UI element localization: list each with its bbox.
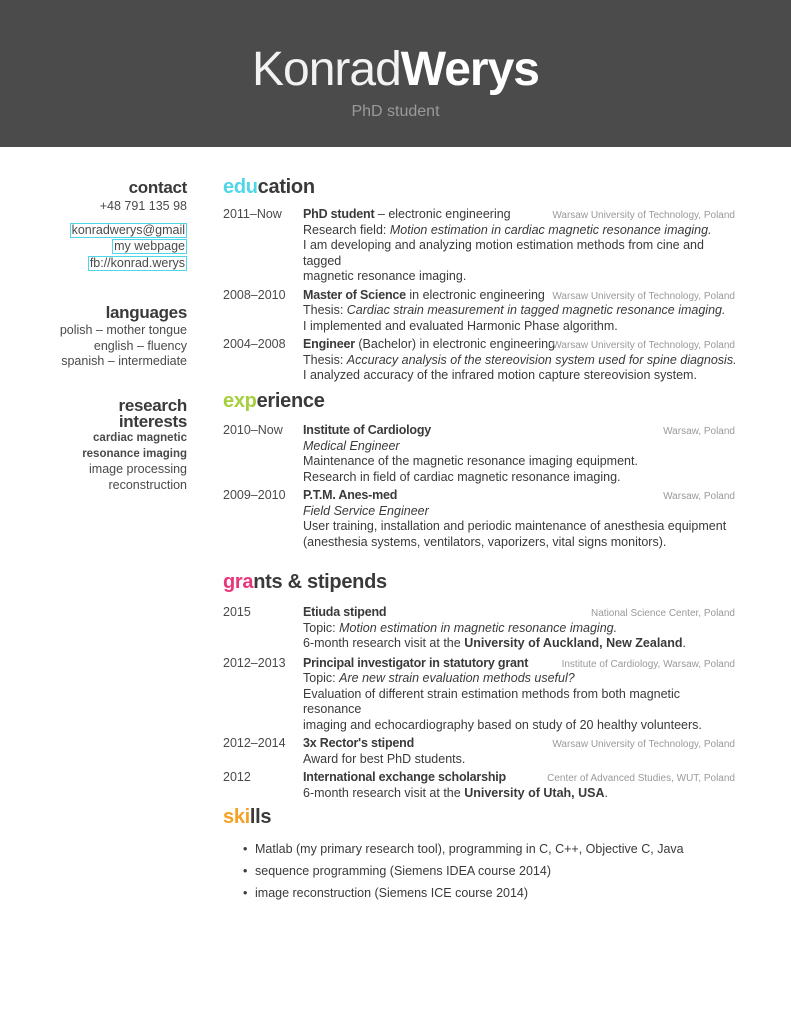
contact-heading: contact (128, 178, 187, 197)
skills-list (243, 838, 684, 904)
header-banner (0, 0, 791, 147)
list-item: • sequence programming (Siemens IDEA course 2014) (243, 864, 551, 878)
language-item: polish – mother tongue (59, 323, 187, 337)
job-subtitle: PhD student (351, 103, 440, 120)
experience-entry: 2010–Now Warsaw, Poland Institute of Cardiology Medical Engineer Maintenance of the magnetic resonance imaging equipment. Research in field of cardiac magnetic resonance imaging. (223, 423, 738, 485)
entry-title: Etiuda stipend (303, 605, 387, 619)
research-heading-line1: research (118, 396, 187, 415)
experience-section (223, 390, 738, 550)
education-entry: 2004–2008 Warsaw University of Technology, Poland Engineer (Bachelor) in electronic engineering Thesis: Accuracy analysis of the stereovision system used for spine diagnosis. I analyzed accuracy of the infrared motion capture stereovision system. (223, 337, 737, 382)
entry-date: 2004–2008 (223, 337, 286, 351)
entry-role: Medical Engineer (303, 438, 400, 453)
entry-date: 2010–Now (223, 423, 283, 437)
entry-location: Institute of Cardiology, Warsaw, Poland (561, 658, 735, 670)
list-item: • Matlab (my primary research tool), programming in C, C++, Objective C, Java (243, 842, 684, 856)
language-item: english – fluency (93, 338, 187, 353)
person-name (0, 42, 791, 98)
education-entry: 2011–Now Warsaw University of Technology, Poland PhD student – electronic engineering Research field: Motion estimation in cardiac magnetic resonance imaging. I am developing and analyzing motion estimation methods from cine and tagged magnetic resonance imaging. (223, 207, 735, 283)
entry-role: Field Service Engineer (303, 503, 429, 518)
entry-title: Principal investigator in statutory grant (303, 655, 529, 670)
entry-location: Warsaw University of Technology, Poland (552, 210, 735, 221)
education-section (223, 176, 738, 384)
entry-date: 2012–2013 (223, 655, 286, 670)
entry-title: Institute of Cardiology (303, 423, 432, 437)
research-item: reconstruction (108, 477, 187, 492)
experience-title: experience (223, 390, 325, 412)
entry-location: Center of Advanced Studies, WUT, Poland (547, 773, 735, 784)
webpage-link[interactable]: my webpage (114, 239, 185, 253)
research-item: image processing (89, 462, 187, 476)
entry-date: 2012–2014 (223, 736, 286, 750)
entry-date: 2011–Now (223, 207, 282, 221)
grant-entry: 2012–2013 Institute of Cardiology, Warsaw, Poland Principal investigator in statutory grant Topic: Are new strain evaluation methods useful? Evaluation of different strain estimation methods from both magnetic resonance imaging and echocardiography based on study of 20 healthy volunteers. (223, 656, 738, 734)
research-interests-section (40, 398, 187, 493)
education-title: education (223, 176, 315, 198)
entry-date: 2008–2010 (223, 287, 286, 302)
entry-location: Warsaw University of Technology, Poland (552, 340, 735, 351)
entry-date: 2009–2010 (223, 488, 286, 502)
research-bold-line1: cardiac magnetic (93, 432, 187, 444)
phone-number: +48 791 135 98 (99, 199, 187, 213)
entry-title: International exchange scholarship (303, 770, 506, 784)
entry-date: 2012 (223, 770, 251, 784)
entry-location: Warsaw University of Technology, Poland (552, 290, 735, 302)
experience-entry: 2009–2010 Warsaw, Poland P.T.M. Anes-med Field Service Engineer User training, installation and periodic maintenance of anesthesia equipment (anesthesia systems, ventilators, vaporizers, vital signs monitors). (223, 488, 738, 550)
first-name: Konrad (252, 43, 401, 96)
list-item: • image reconstruction (Siemens ICE course 2014) (243, 886, 529, 900)
skills-section (223, 806, 738, 828)
entry-location: Warsaw, Poland (663, 426, 735, 437)
entry-date: 2015 (223, 605, 251, 619)
skills-title: skills (223, 806, 272, 828)
education-entry: 2008–2010 Warsaw University of Technology, Poland Master of Science in electronic engineering Thesis: Cardiac strain measurement in tagged magnetic resonance imaging. I implemented and evaluated Harmonic Phase algorithm. (223, 287, 735, 333)
last-name: Werys (400, 43, 539, 96)
grant-entry: 2012 Center of Advanced Studies, WUT, Poland International exchange scholarship 6-month research visit at the University of Utah, USA. (223, 770, 738, 801)
entry-title: PhD student (303, 207, 375, 221)
grants-title: grants & stipends (223, 571, 387, 593)
entry-title: Master of Science (303, 287, 406, 302)
grants-section (223, 571, 738, 801)
entry-title: P.T.M. Anes-med (303, 488, 398, 502)
language-item: spanish – intermediate (61, 354, 187, 368)
entry-title: Engineer (303, 337, 355, 351)
research-bold-line2: resonance imaging (82, 447, 187, 460)
contact-section (40, 180, 187, 271)
grant-entry: 2012–2014 Warsaw University of Technology, Poland 3x Rector's stipend Award for best PhD students. (223, 736, 738, 767)
research-heading-line2: interests (118, 412, 187, 431)
entry-location: Warsaw University of Technology, Poland (552, 739, 735, 750)
entry-location: Warsaw, Poland (663, 491, 735, 502)
languages-heading: languages (105, 303, 187, 322)
entry-location: National Science Center, Poland (591, 608, 735, 619)
email-link[interactable]: konradwerys@gmail (71, 222, 185, 237)
grant-entry: 2015 National Science Center, Poland Etiuda stipend Topic: Motion estimation in magnetic resonance imaging. 6-month research visit at the University of Auckland, New Zealand. (223, 605, 738, 652)
languages-section (40, 305, 187, 370)
entry-title: 3x Rector's stipend (303, 736, 415, 750)
facebook-link[interactable]: fb://konrad.werys (89, 255, 185, 270)
